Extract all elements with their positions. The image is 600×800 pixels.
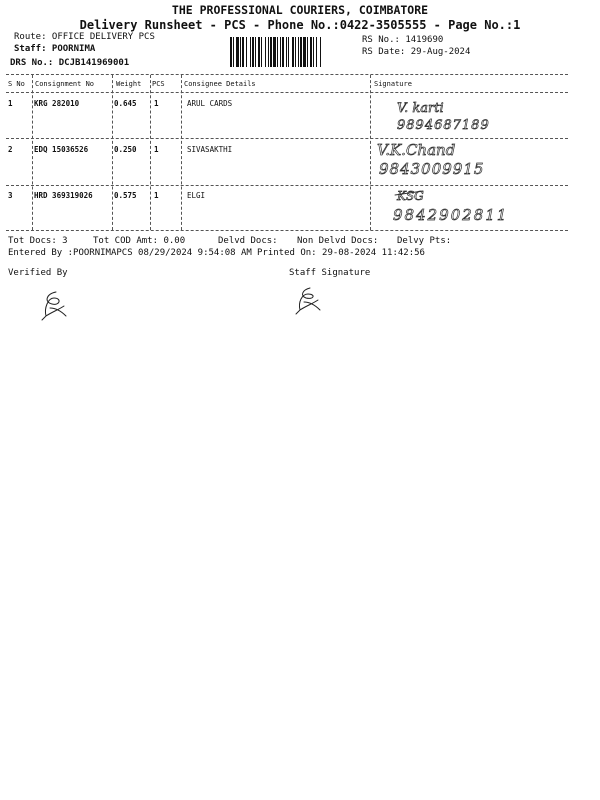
column-divider bbox=[150, 75, 151, 230]
printed-on: Printed On: 29-08-2024 11:42:56 bbox=[257, 248, 425, 258]
entered-by: Entered By :POORNIMAPCS 08/29/2024 9:54:08 AM bbox=[8, 248, 252, 258]
row-sno: 2 bbox=[8, 145, 13, 154]
row-sno: 3 bbox=[8, 191, 13, 200]
row-consignee: ELGI bbox=[187, 191, 206, 200]
rs-number: RS No.: 1419690 bbox=[362, 35, 444, 45]
runsheet-subtitle: Delivery Runsheet - PCS - Phone No.:0422-3505555 - Page No.:1 bbox=[79, 18, 521, 32]
signature-image bbox=[375, 96, 560, 136]
row-consignee: ARUL CARDS bbox=[187, 99, 233, 108]
column-divider bbox=[181, 75, 182, 230]
signature-image bbox=[375, 138, 560, 180]
row-weight: 0.250 bbox=[114, 145, 137, 154]
table-top-rule bbox=[6, 74, 568, 75]
col-header-consignment: Consignment No bbox=[35, 80, 95, 88]
col-header-consignee: Consignee Details bbox=[184, 80, 256, 88]
row-weight: 0.575 bbox=[114, 191, 137, 200]
row-consignment-no: KRG 282010 bbox=[34, 99, 80, 108]
table-header-rule bbox=[6, 92, 568, 93]
svg-text:9842902811: 9842902811 bbox=[393, 206, 509, 224]
svg-text:9843009915: 9843009915 bbox=[379, 160, 485, 178]
row-pcs: 1 bbox=[154, 145, 159, 154]
non-delivered-docs: Non Delvd Docs: bbox=[297, 236, 379, 246]
staff-signature-label: Staff Signature bbox=[289, 268, 371, 278]
column-divider bbox=[32, 75, 33, 230]
row-consignee: SIVASAKTHI bbox=[187, 145, 233, 154]
row-consignment-no: EDQ 15036526 bbox=[34, 145, 89, 154]
row-weight: 0.645 bbox=[114, 99, 137, 108]
col-header-pcs: PCS bbox=[152, 80, 165, 88]
drs-number: DRS No.: DCJB141969001 bbox=[10, 58, 130, 68]
signature-image bbox=[375, 185, 560, 227]
delivery-points: Delvy Pts: bbox=[397, 236, 452, 246]
total-cod-amount: Tot COD Amt: 0.00 bbox=[93, 236, 186, 246]
route-label: Route: OFFICE DELIVERY PCS bbox=[14, 32, 155, 42]
row-pcs: 1 bbox=[154, 99, 159, 108]
verified-by-label: Verified By bbox=[8, 268, 68, 278]
delivered-docs: Delvd Docs: bbox=[218, 236, 278, 246]
col-header-sno: S No bbox=[8, 80, 25, 88]
barcode-image bbox=[230, 37, 352, 67]
row-sno: 1 bbox=[8, 99, 13, 108]
company-title: THE PROFESSIONAL COURIERS, COIMBATORE bbox=[171, 3, 429, 17]
staff-signature-image bbox=[292, 284, 328, 316]
svg-text:V. karti: V. karti bbox=[397, 101, 444, 116]
row-pcs: 1 bbox=[154, 191, 159, 200]
table-bottom-rule bbox=[6, 230, 568, 231]
verifier-signature-image bbox=[36, 286, 78, 322]
rs-date: RS Date: 29-Aug-2024 bbox=[362, 47, 471, 57]
staff-label: Staff: POORNIMA bbox=[14, 44, 96, 54]
svg-text:9894687189: 9894687189 bbox=[397, 118, 490, 133]
column-divider bbox=[370, 75, 371, 230]
col-header-signature: Signature bbox=[374, 80, 412, 88]
svg-text:V.K.Chand: V.K.Chand bbox=[377, 141, 456, 159]
column-divider bbox=[112, 75, 113, 230]
col-header-weight: Weight bbox=[116, 80, 142, 88]
total-docs: Tot Docs: 3 bbox=[8, 236, 68, 246]
svg-text:KSG: KSG bbox=[397, 189, 424, 203]
row-consignment-no: HRD 369319026 bbox=[34, 191, 93, 200]
